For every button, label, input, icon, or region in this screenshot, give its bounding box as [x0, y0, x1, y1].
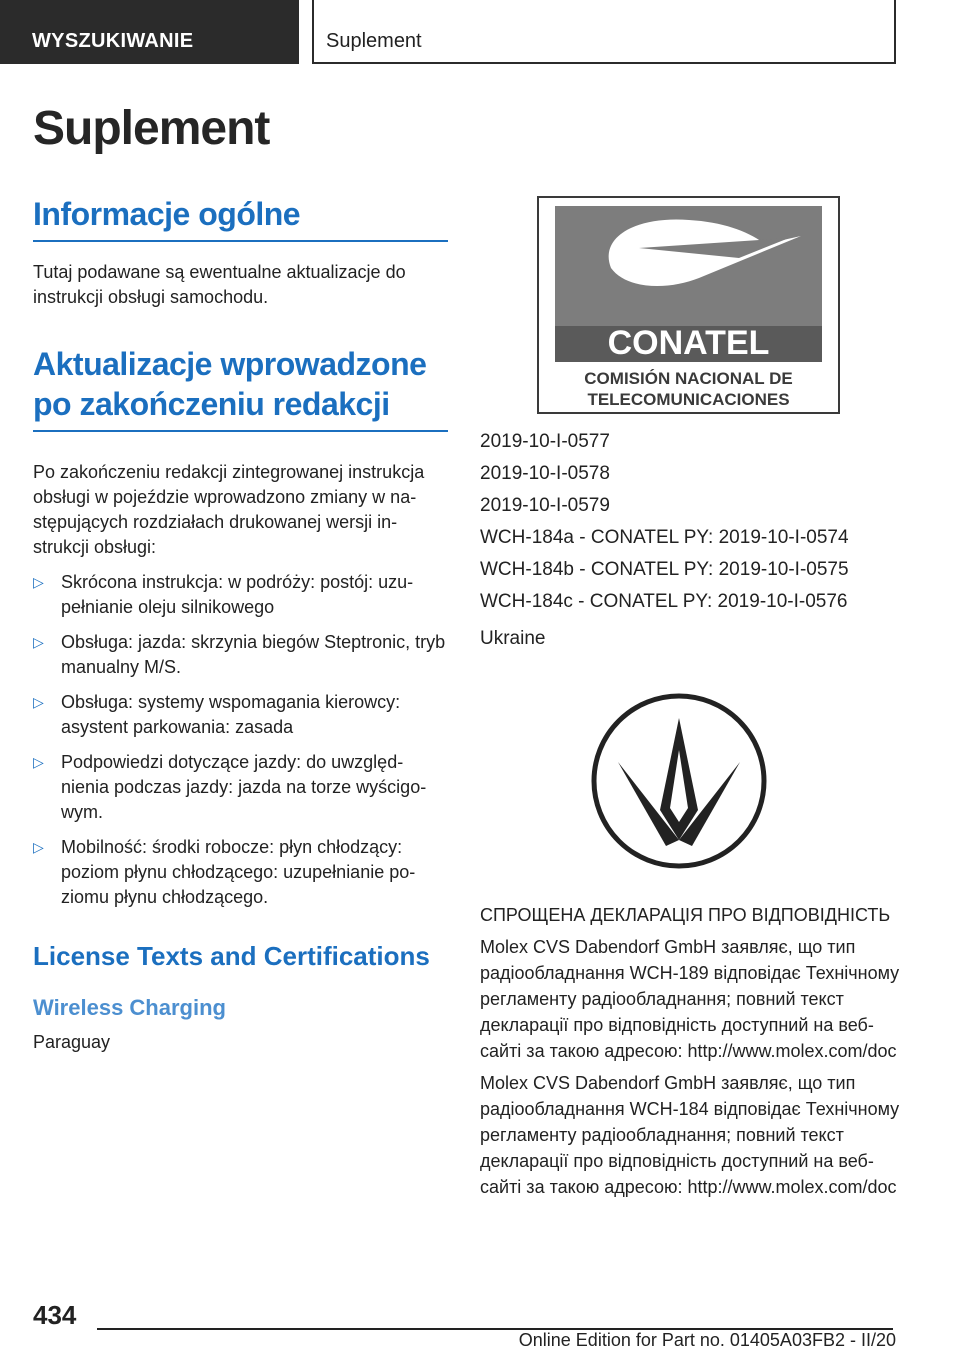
registration-item: WCH-184c - CONATEL PY: 2019-10-I-0576: [480, 591, 848, 612]
paragraph-general-info: Tutaj podawane są ewentualne aktualizacje do instrukcji obsługi samochodu.: [33, 262, 406, 307]
list-item[interactable]: [33, 570, 448, 620]
registration-item: 2019-10-I-0578: [480, 463, 610, 484]
list-item-text: Mobilność: środki robocze: płyn chłodzący: poziom płynu chłodzącego: uzupełnianie po-ziomu płynu chłodzącego.: [61, 837, 416, 907]
country-paraguay: Paraguay: [33, 1032, 111, 1052]
list-item-text: Obsługa: systemy wspomagania kierowcy: asystent parkowania: zasada: [61, 692, 401, 737]
heading-general-info: Informacje ogólne: [33, 194, 448, 242]
registration-item: 2019-10-I-0579: [480, 495, 610, 516]
triangle-right-icon: ▷: [33, 574, 44, 590]
section-tab[interactable]: Suplement: [312, 0, 896, 64]
heading-wireless-charging: Wireless Charging: [33, 995, 226, 1020]
page-title: Suplement: [33, 102, 270, 155]
left-column: [33, 100, 448, 1055]
list-item[interactable]: [33, 750, 448, 825]
ukraine-declaration-paragraph: Molex CVS Dabendorf GmbH заявляє, що тип радіообладнання WCH-184 відповідає Технічному регламенту радіообладнання; повний текст декларації про відповідність доступний на веб-сайті за такою адресою: http://www.molex.com/doc: [480, 1073, 900, 1197]
updates-list: [33, 570, 448, 910]
conatel-brand-text: CONATEL: [607, 324, 770, 362]
conatel-logo-graphic: [539, 198, 838, 412]
triangle-right-icon: ▷: [33, 754, 44, 770]
list-item[interactable]: [33, 835, 448, 910]
registration-item: 2019-10-I-0577: [480, 431, 610, 452]
search-tab[interactable]: WYSZUKIWANIE: [0, 0, 299, 64]
list-item-text: Podpowiedzi dotyczące jazdy: do uwzględ-nienia podczas jazdy: jazda na torze wyścigo-wym.: [61, 752, 427, 822]
list-item[interactable]: [33, 690, 448, 740]
heading-license-texts: License Texts and Certifications: [33, 941, 430, 971]
list-item[interactable]: [33, 630, 448, 680]
top-bar: [0, 0, 960, 66]
ukraine-declaration-paragraph: Molex CVS Dabendorf GmbH заявляє, що тип радіообладнання WCH-189 відповідає Технічному регламенту радіообладнання; повний текст декларації про відповідність доступний на веб-сайті за такою адресою: http://www.molex.com/doc: [480, 937, 900, 1061]
registration-item: WCH-184b - CONATEL PY: 2019-10-I-0575: [480, 559, 849, 580]
country-ukraine: Ukraine: [480, 628, 546, 649]
page-number: 434: [33, 1300, 77, 1330]
list-item-text: Obsługa: jazda: skrzynia biegów Steptronic, tryb manualny M/S.: [61, 632, 446, 677]
heading-updates: Aktualizacje wprowadzone po zakończeniu redakcji: [33, 344, 448, 432]
conatel-line1-text: COMISIÓN NACIONAL DE: [584, 369, 793, 388]
paragraph-updates: Po zakończeniu redakcji zintegrowanej instrukcja obsługi w pojeździe wprowadzono zmiany w na-stępujących rozdziałach drukowanej wersji in-strukcji obsługi:: [33, 462, 425, 557]
ukraine-conformity-mark-icon: [588, 690, 770, 872]
ukraine-declaration: [480, 902, 900, 1206]
registration-item: WCH-184a - CONATEL PY: 2019-10-I-0574: [480, 527, 849, 548]
triangle-right-icon: ▷: [33, 839, 44, 855]
triangle-right-icon: ▷: [33, 634, 44, 650]
conatel-line2-text: TELECOMUNICACIONES: [587, 390, 790, 409]
triangle-right-icon: ▷: [33, 694, 44, 710]
conatel-logo: [537, 196, 840, 414]
footer-edition: Online Edition for Part no. 01405A03FB2 - II/20: [518, 1330, 896, 1350]
ukraine-declaration-heading: СПРОЩЕНА ДЕКЛАРАЦІЯ ПРО ВІДПОВІДНІСТЬ: [480, 905, 891, 925]
registration-list: [480, 426, 910, 618]
list-item-text: Skrócona instrukcja: w podróży: postój: uzu-pełnianie oleju silnikowego: [61, 572, 414, 617]
